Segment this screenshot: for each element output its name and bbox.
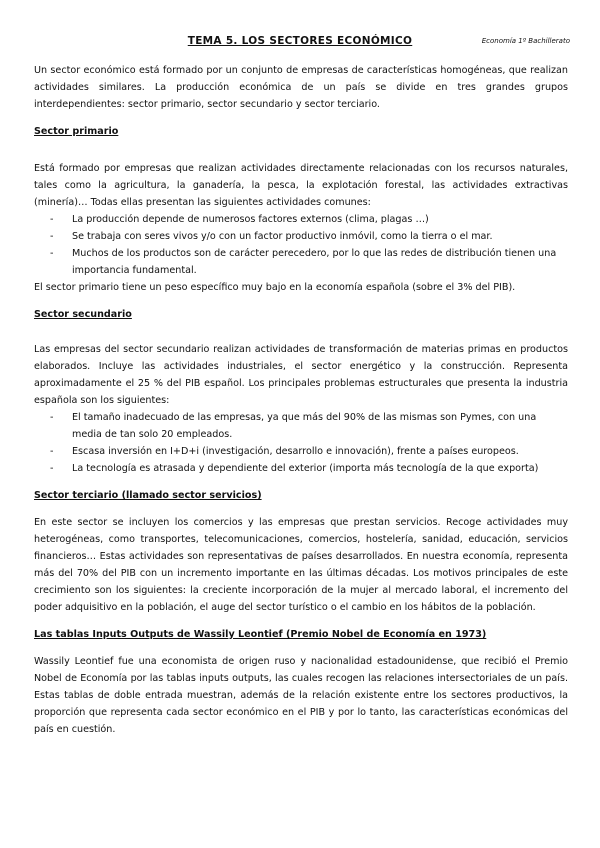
leontief-paragraph: Wassily Leontief fue una economista de origen ruso y nacionalidad estadounidense, que recibió el Premio Nobel de Economía por las tablas inputs outputs, las cuales recogen las relaciones intersectoriales de un país. Estas tablas de doble entrada muestran, además de la relación existente entre los sectores productivos, la proporción que representa cada sector económico en el PIB y por lo tanto, las características económicas del país en cuestión.: [34, 656, 568, 735]
list-item: - La producción depende de numerosos factores externos (clima, plagas …): [34, 211, 568, 228]
primario-closing: El sector primario tiene un peso específico muy bajo en la economía española (sobre el 3% del PIB).: [34, 282, 516, 293]
document-title: TEMA 5. LOS SECTORES ECONÓMICO: [187, 35, 413, 47]
list-item: - Se trabaja con seres vivos y/o con un factor productivo inmóvil, como la tierra o el mar.: [34, 228, 568, 245]
intro-paragraph: Un sector económico está formado por un conjunto de empresas de características homogéneas, que realizan actividades similares. La producción económica de un país se divide en tres grandes grupos interdependientes: sector primario, sector secundario y sector terciario.: [34, 65, 568, 110]
secundario-paragraph: Las empresas del sector secundario realizan actividades de transformación de materias primas en productos elaborados. Incluye las actividades industriales, el sector energético y la construcción. Representa aproximadamente el 25 % del PIB español. Los principales problemas estructurales que presenta la industria española son los siguientes:: [34, 344, 568, 406]
heading-sector-terciario: Sector terciario (llamado sector servicios): [34, 490, 262, 501]
secundario-list: [34, 409, 568, 477]
heading-sector-secundario: Sector secundario: [34, 309, 132, 320]
list-item: - Muchos de los productos son de carácter perecedero, por lo que las redes de distribución tienen una importancia fundamental.: [34, 245, 568, 279]
list-item: - Escasa inversión en I+D+i (investigación, desarrollo e innovación), frente a países europeos.: [34, 443, 568, 460]
list-item: - La tecnología es atrasada y dependiente del exterior (importa más tecnología de la que exporta): [34, 460, 568, 477]
document-body: [34, 62, 568, 738]
heading-sector-primario: Sector primario: [34, 126, 119, 137]
subject-label: Economía 1º Bachillerato: [481, 37, 570, 45]
primario-paragraph: Está formado por empresas que realizan actividades directamente relacionadas con los recursos naturales, tales como la agricultura, la ganadería, la pesca, la explotación forestal, las actividades extractivas (minería)… Todas ellas presentan las siguientes actividades comunes:: [34, 163, 568, 208]
heading-leontief: Las tablas Inputs Outputs de Wassily Leontief (Premio Nobel de Economía en 1973): [34, 629, 487, 640]
terciario-paragraph: En este sector se incluyen los comercios y las empresas que prestan servicios. Recoge actividades muy heterogéneas, como transportes, telecomunicaciones, comercios, hostelería, sanidad, educación, servicios financieros… Estas actividades son representativas de países desarrollados. En nuestra economía, representa más del 70% del PIB con un incremento importante en las últimas décadas. Los motivos principales de este crecimiento son los siguientes: la creciente incorporación de la mujer al mercado laboral, el incremento del poder adquisitivo en la población, el auge del sector turístico o el cambio en los hábitos de la población.: [34, 517, 568, 613]
primario-list: [34, 211, 568, 279]
list-item: - El tamaño inadecuado de las empresas, ya que más del 90% de las mismas son Pymes, con una media de tan solo 20 empleados.: [34, 409, 568, 443]
